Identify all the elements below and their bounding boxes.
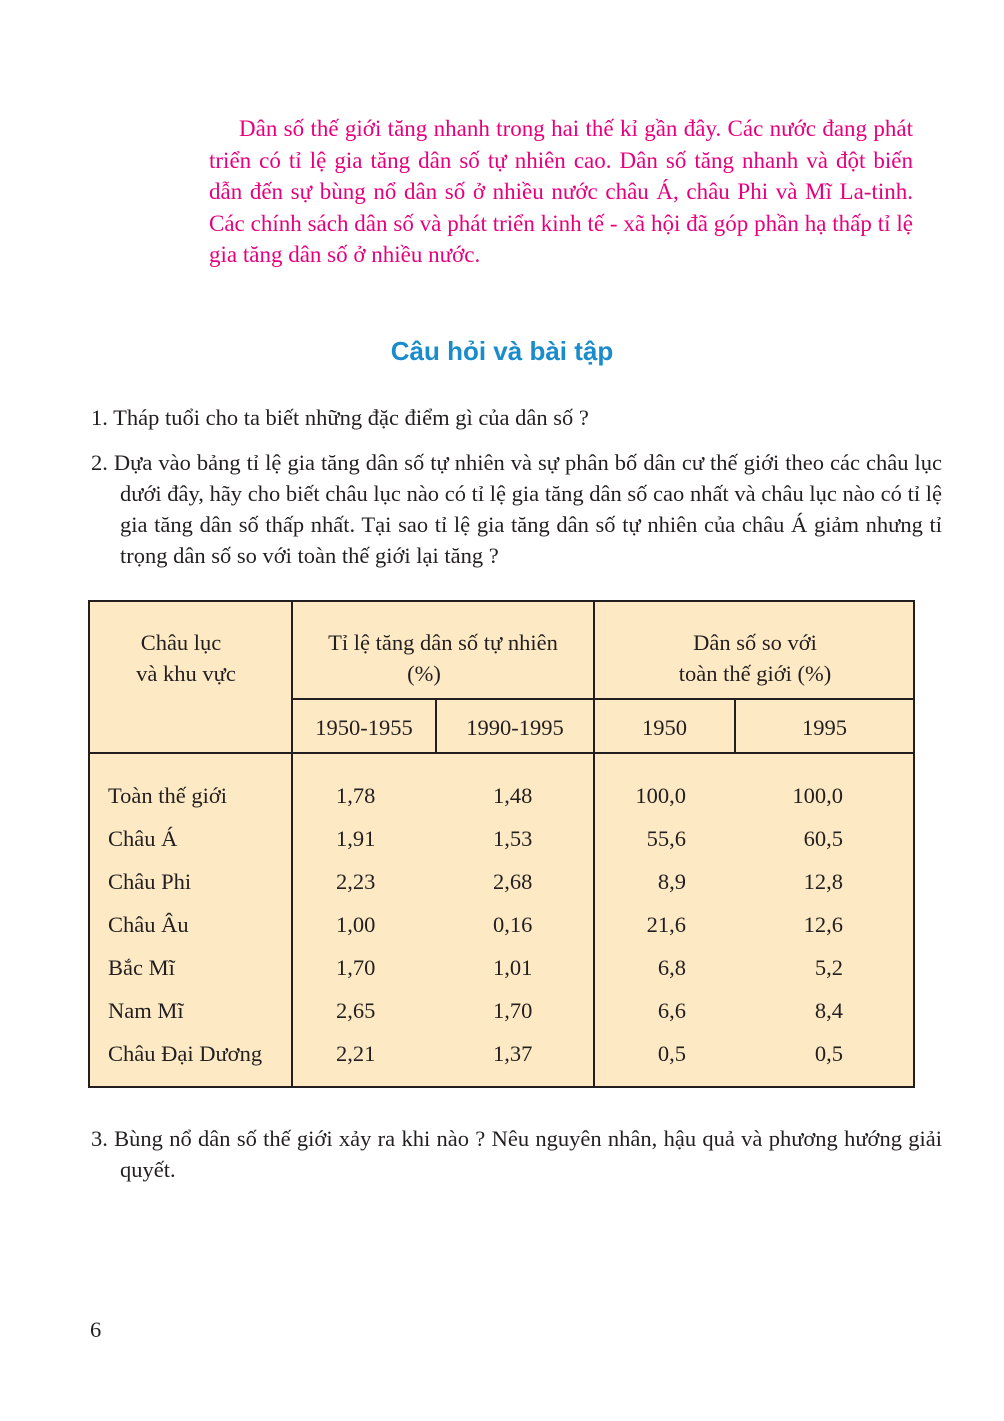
header-share-line2: toàn thế giới (%) [678,661,832,686]
row-region: Châu Đại Dương [108,1041,263,1066]
question-1: 1. Tháp tuổi cho ta biết những đặc điểm gì của dân số ? [91,405,589,430]
row-share-1995: 8,4 [814,998,843,1023]
row-share-1950: 100,0 [635,783,686,808]
header-region-line2: và khu vực [136,661,236,686]
row-region: Châu Á [108,826,178,851]
header-region-line1: Châu lục [140,630,222,655]
row-growth-1990: 0,16 [493,912,533,937]
row-growth-1990: 1,01 [493,955,533,980]
row-share-1995: 0,5 [814,1041,843,1066]
row-growth-1950: 2,65 [336,998,376,1023]
row-region: Châu Phi [108,869,192,894]
row-share-1950: 8,9 [657,869,686,894]
row-share-1950: 55,6 [646,826,686,851]
row-share-1995: 100,0 [792,783,843,808]
row-share-1995: 12,6 [803,912,843,937]
subheader-1990-1995: 1990-1995 [466,715,564,740]
population-table [88,600,915,1088]
row-share-1995: 12,8 [803,869,843,894]
row-growth-1950: 1,00 [336,912,376,937]
row-share-1950: 6,8 [657,955,686,980]
row-growth-1990: 1,48 [493,783,533,808]
row-growth-1990: 1,53 [493,826,533,851]
row-share-1950: 6,6 [657,998,686,1023]
section-title: Câu hỏi và bài tập [390,336,614,366]
summary-paragraph: Dân số thế giới tăng nhanh trong hai thế kỉ gần đây. Các nước đang phát triển có tỉ lệ gia tăng dân số tự nhiên cao. Dân số tăng nhanh và đột biến dẫn đến sự bùng nổ dân số ở nhiều nước châu Á, châu Phi và Mĩ La-tinh. Các chính sách dân số và phát triển kinh tế - xã hội đã góp phần hạ thấp tỉ lệ gia tăng dân số ở nhiều nước. [209,116,913,267]
subheader-1950: 1950 [642,715,687,740]
table-divider [90,752,913,754]
row-region: Bắc Mĩ [108,955,175,980]
page-number: 6 [90,1317,102,1342]
row-growth-1990: 1,70 [493,998,533,1023]
subheader-1995: 1995 [802,715,847,740]
row-share-1950: 0,5 [657,1041,686,1066]
row-growth-1950: 1,78 [336,783,376,808]
row-region: Toàn thế giới [108,783,228,808]
question-3: 3. Bùng nổ dân số thế giới xảy ra khi nào ? Nêu nguyên nhân, hậu quả và phương hướng giải quyết. [91,1126,942,1182]
row-share-1995: 5,2 [814,955,843,980]
row-region: Châu Âu [108,912,189,937]
row-growth-1950: 2,21 [336,1041,376,1066]
subheader-1950-1955: 1950-1955 [315,715,413,740]
row-growth-1950: 1,70 [336,955,376,980]
row-growth-1950: 1,91 [336,826,376,851]
question-2: 2. Dựa vào bảng tỉ lệ gia tăng dân số tự nhiên và sự phân bố dân cư thế giới theo các châu lục dưới đây, hãy cho biết châu lục nào có tỉ lệ gia tăng dân số cao nhất và châu lục nào có tỉ lệ gia tăng dân số thấp nhất. Tại sao tỉ lệ gia tăng dân số tự nhiên của châu Á giảm nhưng tỉ trọng dân số so với toàn thế giới lại tăng ? [91,450,942,568]
row-region: Nam Mĩ [108,998,184,1023]
header-share-line1: Dân số so với [693,630,817,655]
row-growth-1990: 1,37 [493,1041,533,1066]
row-growth-1990: 2,68 [493,869,533,894]
header-growth-line2: (%) [407,661,441,686]
row-share-1995: 60,5 [803,826,843,851]
header-growth-line1: Tỉ lệ tăng dân số tự nhiên [328,630,558,655]
table-divider [293,698,913,700]
row-growth-1950: 2,23 [336,869,376,894]
row-share-1950: 21,6 [646,912,686,937]
